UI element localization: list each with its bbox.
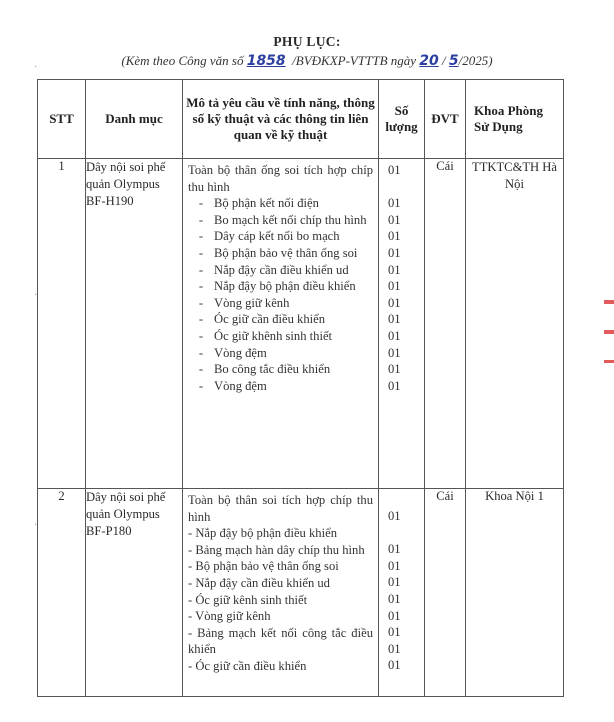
- date-separator: /: [442, 53, 446, 68]
- row-danh-muc: Dây nội soi phế quản Olympus BF-P180: [86, 489, 183, 697]
- header-danh-muc: Danh mục: [86, 80, 183, 159]
- description-intro: Toàn bộ thân soi tích hợp chíp thu hình: [188, 493, 373, 524]
- quantity-value: 01: [388, 658, 401, 673]
- stamp-fragment: [604, 360, 614, 363]
- quantity-value: 01: [388, 312, 401, 327]
- stamp-fragment: [604, 300, 614, 304]
- list-item: - Óc giữ khênh sinh thiết: [198, 328, 333, 343]
- list-item: - Óc giữ cần điều khiển: [198, 312, 326, 327]
- row-dvt: Cái: [425, 159, 466, 489]
- table-row: [38, 159, 564, 489]
- subtitle-middle: /BVĐKXP-VTTTB ngày: [292, 53, 417, 68]
- margin-mark: ·: [34, 290, 38, 301]
- quantity-value: 01: [388, 279, 401, 294]
- list-item: - Vòng giữ kênh: [198, 295, 290, 310]
- page-title: PHỤ LỤC:: [273, 34, 341, 49]
- quantity-value: 01: [388, 641, 401, 656]
- quantity-value: 01: [388, 542, 401, 557]
- list-item: - Bộ phận kết nối điện: [198, 196, 319, 211]
- list-item: - Bo công tắc điều khiển: [198, 362, 331, 377]
- document-day: 20: [419, 53, 439, 69]
- margin-mark: ·: [34, 520, 38, 531]
- list-item: - Bộ phận bảo vệ thân ống soi: [188, 559, 339, 574]
- quantity-value: 01: [388, 509, 401, 523]
- list-item: - Dây cáp kết nối bo mạch: [198, 229, 340, 244]
- table-row: [38, 489, 564, 697]
- row-danh-muc: Dây nội soi phế quản Olympus BF-H190: [86, 159, 183, 489]
- row-dvt: Cái: [425, 489, 466, 697]
- subtitle-suffix: /2025): [458, 53, 493, 68]
- quantity-value: 01: [388, 295, 401, 310]
- quantity-value: 01: [388, 262, 401, 277]
- row-stt: 1: [38, 159, 86, 489]
- list-item: - Nắp đậy cần điều khiển ud: [188, 575, 330, 590]
- quantity-value: 01: [388, 625, 401, 640]
- list-item: - Óc giữ kênh sinh thiết: [188, 592, 308, 607]
- row-so-luong: [379, 159, 425, 489]
- list-item: - Bo mạch kết nối chíp thu hình: [198, 212, 367, 227]
- list-item: - Bảng mạch hàn dây chíp thu hình: [188, 542, 365, 557]
- list-item: - Nắp đậy bộ phận điều khiển: [198, 279, 356, 294]
- quantity-value: 01: [388, 328, 401, 343]
- quantity-value: 01: [388, 608, 401, 623]
- margin-mark: ·: [34, 62, 38, 73]
- quantity-value: 01: [388, 575, 401, 590]
- quantity-value: 01: [388, 212, 401, 227]
- document-month: 5: [448, 53, 459, 69]
- header-so-luong: Số lượng: [379, 80, 425, 159]
- header-dvt: ĐVT: [425, 80, 466, 159]
- quantity-value: 01: [388, 229, 401, 244]
- row-stt: 2: [38, 489, 86, 697]
- quantity-value: 01: [388, 196, 401, 211]
- quantity-value: 01: [388, 245, 401, 260]
- list-item: - Bảng mạch kết nối công tắc điều khiển: [188, 625, 373, 657]
- quantity-value: 01: [388, 591, 401, 606]
- row-so-luong: [379, 489, 425, 697]
- quantity-value: 01: [388, 558, 401, 573]
- list-item: - Óc giữ cần điều khiển: [188, 658, 307, 673]
- row-khoa: TTKTC&TH Hà Nội: [466, 159, 564, 489]
- quantity-value: 01: [388, 378, 401, 393]
- row-khoa: Khoa Nội 1: [466, 489, 564, 697]
- list-item: - Vòng đệm: [198, 345, 267, 360]
- quantity-value: 01: [388, 362, 401, 377]
- header-khoa: Khoa Phòng Sử Dụng: [466, 80, 564, 159]
- subtitle-prefix: (Kèm theo Công văn số: [121, 53, 244, 68]
- row-mo-ta: [183, 159, 379, 489]
- header-mo-ta: Mô tả yêu cầu về tính năng, thông số kỹ thuật và các thông tin liên quan về kỹ thuật: [183, 80, 379, 159]
- appendix-table: [37, 79, 564, 697]
- quantity-value: 01: [388, 163, 401, 177]
- row-mo-ta: [183, 489, 379, 697]
- page-subtitle: [0, 53, 614, 69]
- list-item: - Vòng giữ kênh: [188, 609, 271, 624]
- list-item: - Bộ phận bảo vệ thân ống soi: [198, 245, 358, 260]
- header-stt: STT: [38, 80, 86, 159]
- description-intro: Toàn bộ thân ống soi tích hợp chíp thu hình: [188, 163, 373, 194]
- table-header-row: [38, 80, 564, 159]
- quantity-value: 01: [388, 345, 401, 360]
- list-item: - Vòng đệm: [198, 378, 267, 393]
- stamp-fragment: [604, 330, 614, 334]
- list-item: - Nắp đậy bộ phận điều khiển: [188, 526, 337, 541]
- document-number: 1858: [246, 53, 286, 69]
- list-item: - Nắp đậy cần điều khiển ud: [198, 262, 349, 277]
